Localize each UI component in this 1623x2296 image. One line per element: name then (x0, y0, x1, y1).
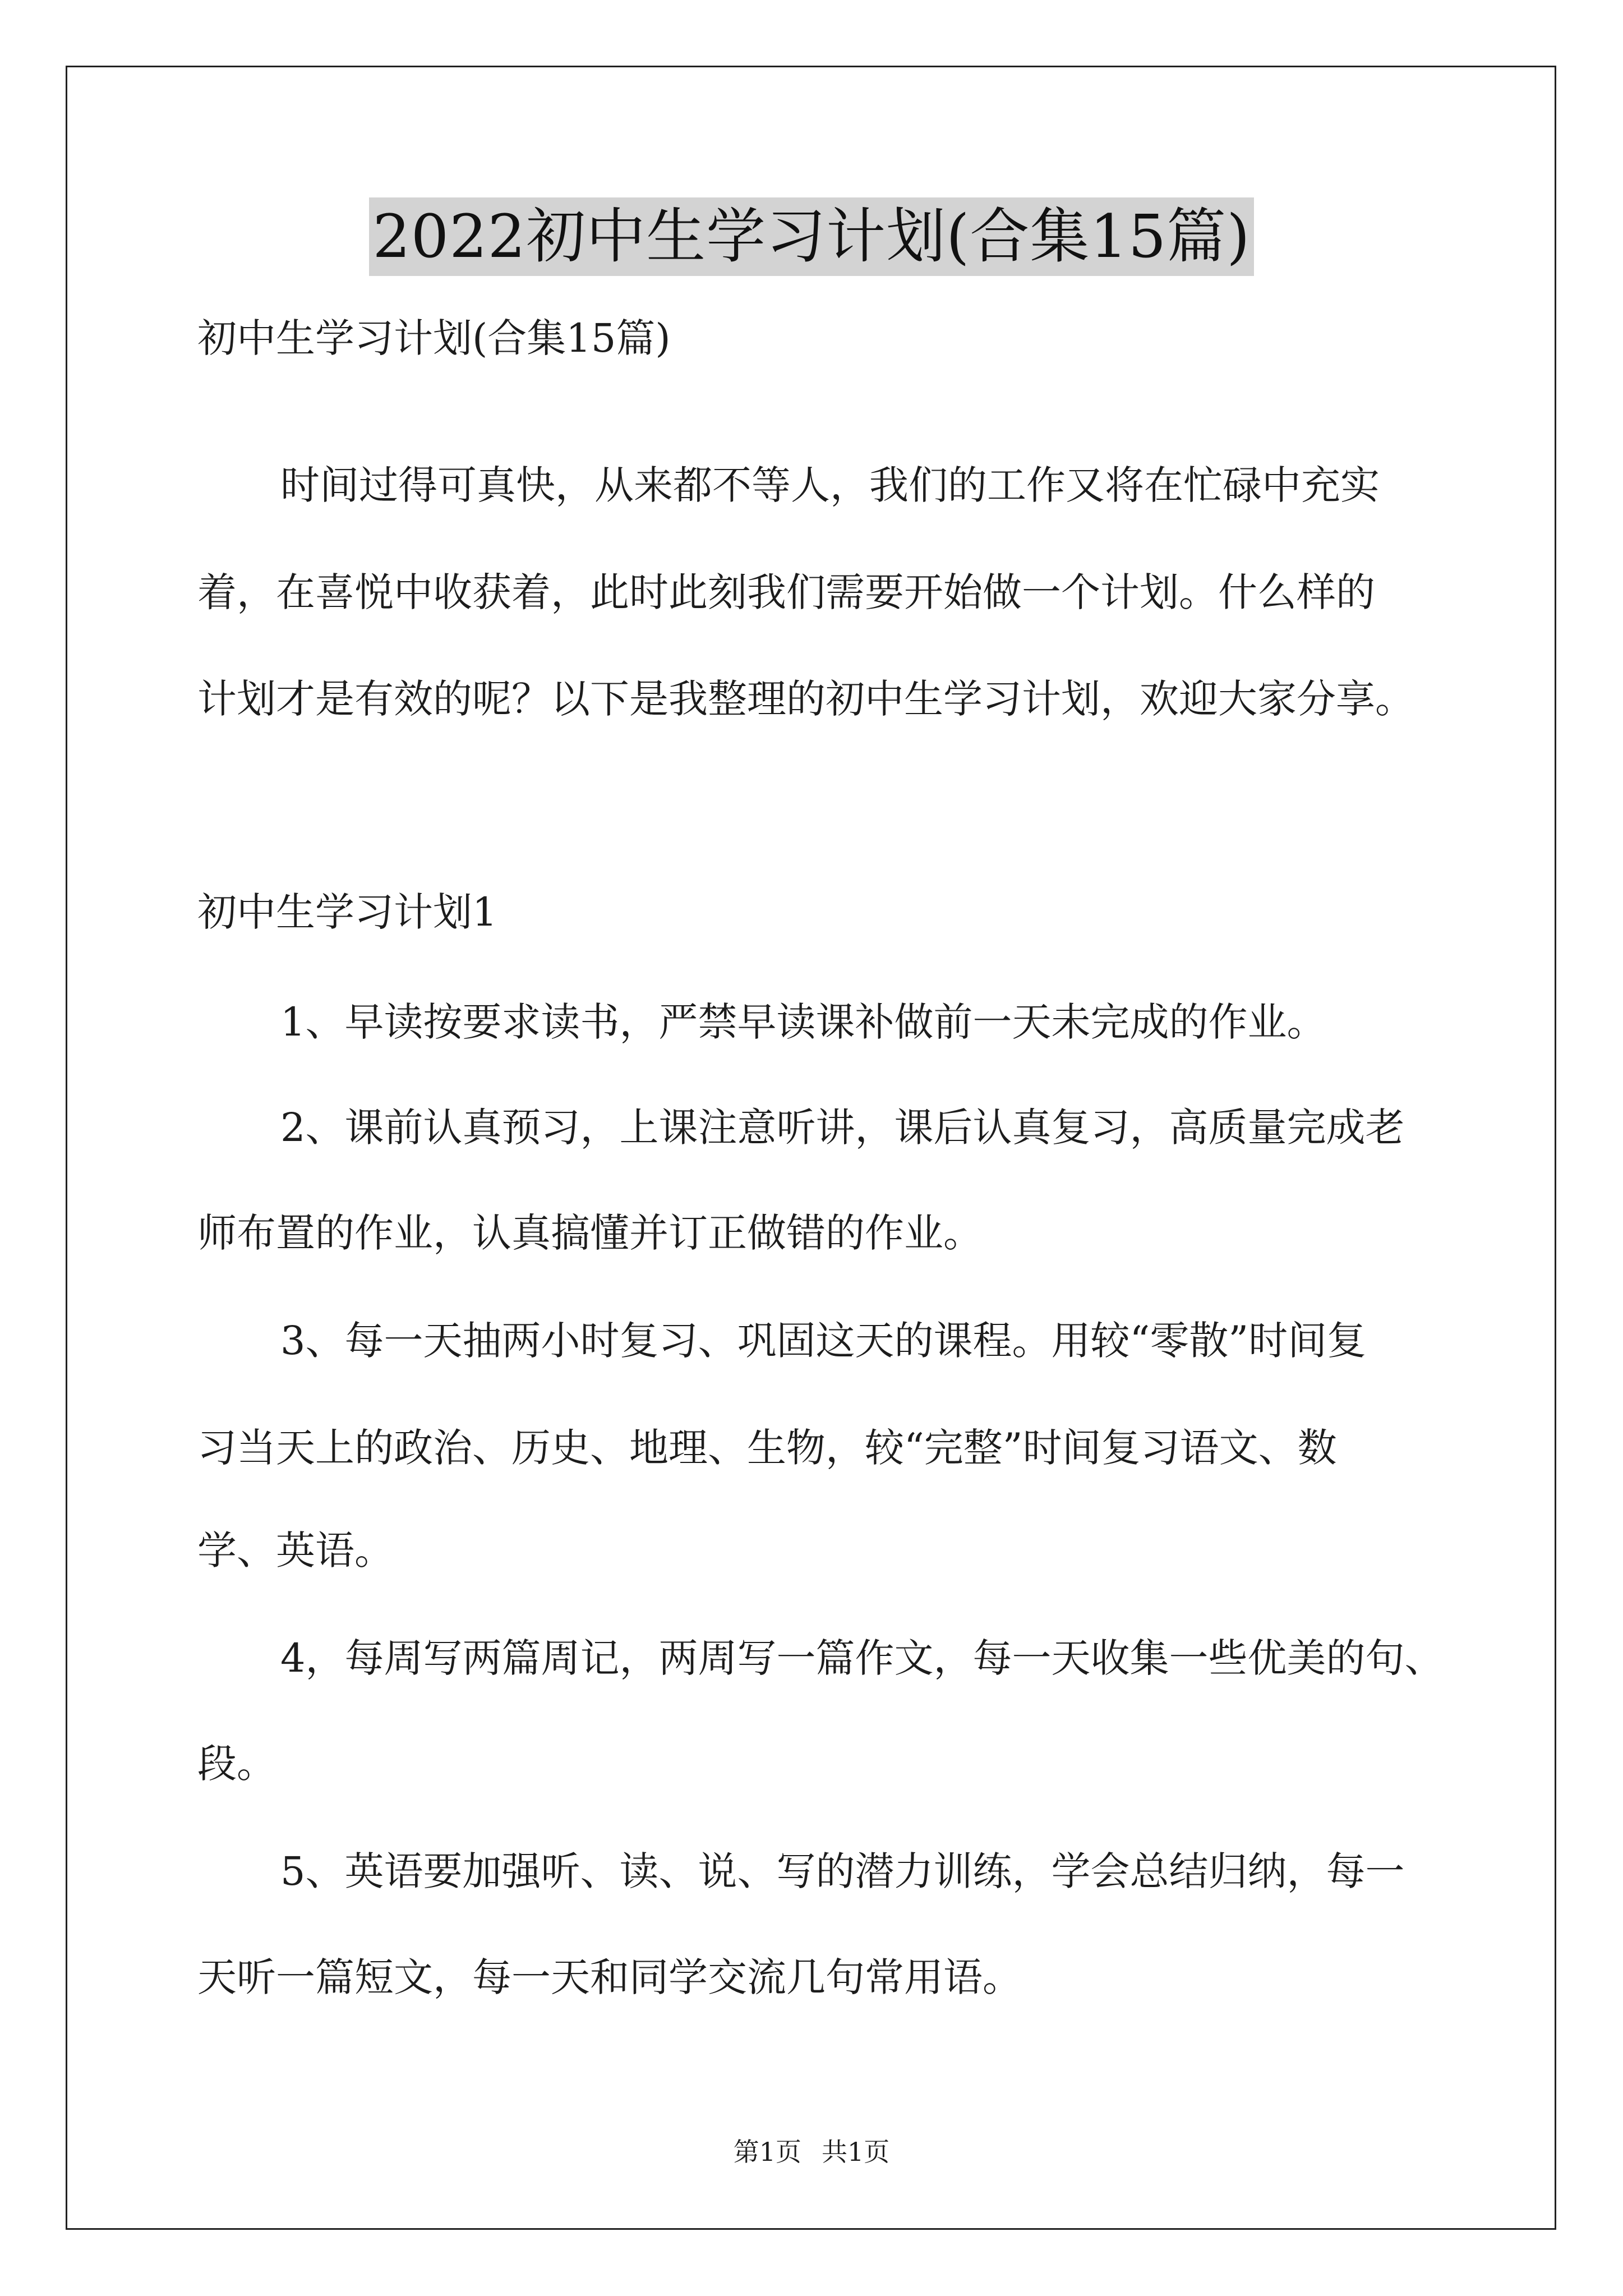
title-container (0, 197, 1623, 276)
intro-line-2: 着，在喜悦中收获着，此时此刻我们需要开始做一个计划。什么样的 (197, 569, 1375, 615)
document-subtitle: 初中生学习计划(合集15篇) (197, 315, 671, 361)
item-3-line-3: 学、英语。 (197, 1527, 394, 1573)
item-5-line-1: 5、英语要加强听、读、说、写的潜力训练，学会总结归纳，每一 (280, 1848, 1405, 1894)
item-3-line-2: 习当天上的政治、历史、地理、生物，较“完整”时间复习语文、数 (197, 1425, 1337, 1471)
item-4-line-2: 段。 (197, 1741, 276, 1787)
intro-line-1: 时间过得可真快，从来都不等人，我们的工作又将在忙碌中充实 (280, 462, 1380, 508)
item-1-line-1: 1、早读按要求读书，严禁早读课补做前一天未完成的作业。 (280, 999, 1326, 1045)
item-4-line-1: 4，每周写两篇周记，两周写一篇作文，每一天收集一些优美的句、 (280, 1635, 1444, 1681)
section-heading: 初中生学习计划1 (197, 889, 497, 935)
item-3-line-1: 3、每一天抽两小时复习、巩固这天的课程。用较“零散”时间复 (280, 1318, 1367, 1364)
item-5-line-2: 天听一篇短文，每一天和同学交流几句常用语。 (197, 1954, 1022, 2000)
item-2-line-1: 2、课前认真预习，上课注意听讲，课后认真复习，高质量完成老 (280, 1105, 1405, 1151)
item-2-line-2: 师布置的作业，认真搞懂并订正做错的作业。 (197, 1210, 983, 1256)
document-title: 2022初中生学习计划(合集15篇) (369, 197, 1253, 276)
page-footer (0, 2135, 1623, 2169)
page-number: 第1页 (733, 2137, 801, 2167)
intro-line-3: 计划才是有效的呢？以下是我整理的初中生学习计划，欢迎大家分享。 (197, 676, 1414, 722)
page-total: 共1页 (822, 2137, 890, 2167)
